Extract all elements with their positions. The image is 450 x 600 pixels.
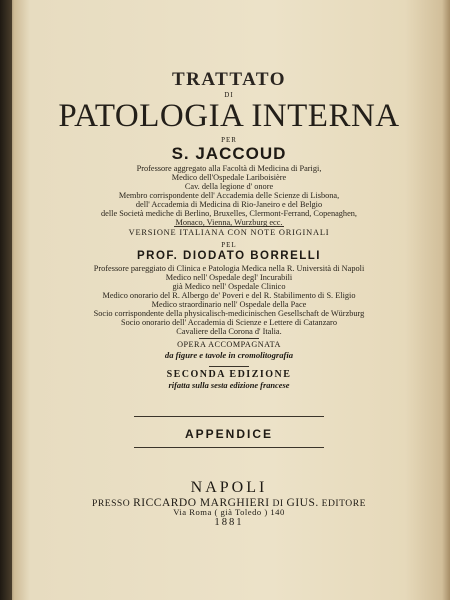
translator-by-label: PEL	[221, 241, 237, 249]
author-credential-line: Membro corrispondente dell' Accademia delle Scienze di Lisbona,	[118, 191, 340, 200]
title-connector-di: DI	[224, 91, 234, 99]
edition-label: SECONDA EDIZIONE	[166, 369, 292, 380]
edition-note: rifatta sulla sesta edizione francese	[168, 381, 290, 390]
translator-credential-line: Socio onorario dell' Accademia di Scienze e Lettere di Catanzaro	[121, 318, 337, 327]
translator-credential-line: Socio corrispondente della physicalisch-medicinischen Gesellschaft de Würzburg	[93, 309, 365, 318]
book-gutter	[0, 0, 12, 600]
publication-year: 1881	[214, 517, 244, 528]
translator-credential-line: Medico straordinario nell' Ospedale della Pace	[151, 300, 307, 309]
divider-rule	[134, 416, 324, 417]
publisher-di: DI	[272, 498, 284, 509]
volume-label: APPENDICE	[184, 427, 273, 441]
author-credential-line: delle Società mediche di Berlino, Bruxelles, Clermont-Ferrand, Copenaghen,	[101, 209, 357, 218]
translator-credential-line: Professore pareggiato di Clinica e Patologia Medica nella R. Università di Napoli	[93, 264, 365, 273]
publisher-address: Via Roma ( già Toledo ) 140	[173, 507, 285, 517]
author-credential-line: Professore aggregato alla Facoltà di Medicina di Parigi,	[136, 164, 322, 173]
opera-note: OPERA ACCOMPAGNATA	[177, 340, 281, 349]
translator-credential-line: già Medico nell' Ospedale Clinico	[172, 282, 286, 291]
divider-rule	[134, 447, 324, 448]
publisher-editore: EDITORE	[321, 498, 366, 509]
divider-rule	[174, 226, 284, 227]
title-page	[14, 0, 444, 600]
publisher-city: NAPOLI	[190, 479, 268, 496]
title-line-2: PATOLOGIA INTERNA	[58, 98, 400, 134]
author-credential-line: Cav. della legione d' onore	[184, 182, 274, 191]
by-label: PER	[221, 136, 237, 144]
author-credential-line: Medico dell'Ospedale Lariboisière	[171, 173, 287, 182]
title-line-1: TRATTATO	[171, 69, 287, 90]
divider-rule	[199, 338, 259, 339]
author-name: S. JACCOUD	[171, 144, 287, 163]
translator-credential-line: Medico onorario del R. Albergo de' Poveri e del R. Stabilimento di S. Eligio	[102, 291, 356, 300]
illustrations-note: da figure e tavole in cromolitografia	[164, 350, 294, 360]
translator-credential-line: Cavaliere della Corona d' Italia.	[176, 327, 282, 336]
translator-credential-line: Medico nell' Ospedale degl' Incurabili	[165, 273, 293, 282]
author-credential-line: dell' Accademia di Medicina di Rio-Janeiro e del Belgio	[135, 200, 323, 209]
translator-name: PROF. DIODATO BORRELLI	[137, 250, 321, 262]
author-credential-line: Monaco, Vienna, Wurzburg ecc.	[175, 218, 283, 227]
publisher-presso: PRESSO	[92, 498, 131, 509]
translation-note: VERSIONE ITALIANA CON NOTE ORIGINALI	[128, 228, 330, 237]
divider-rule	[209, 366, 249, 367]
publisher-name: RICCARDO MARGHIERI	[133, 497, 270, 509]
publisher-gius: GIUS.	[286, 497, 319, 509]
